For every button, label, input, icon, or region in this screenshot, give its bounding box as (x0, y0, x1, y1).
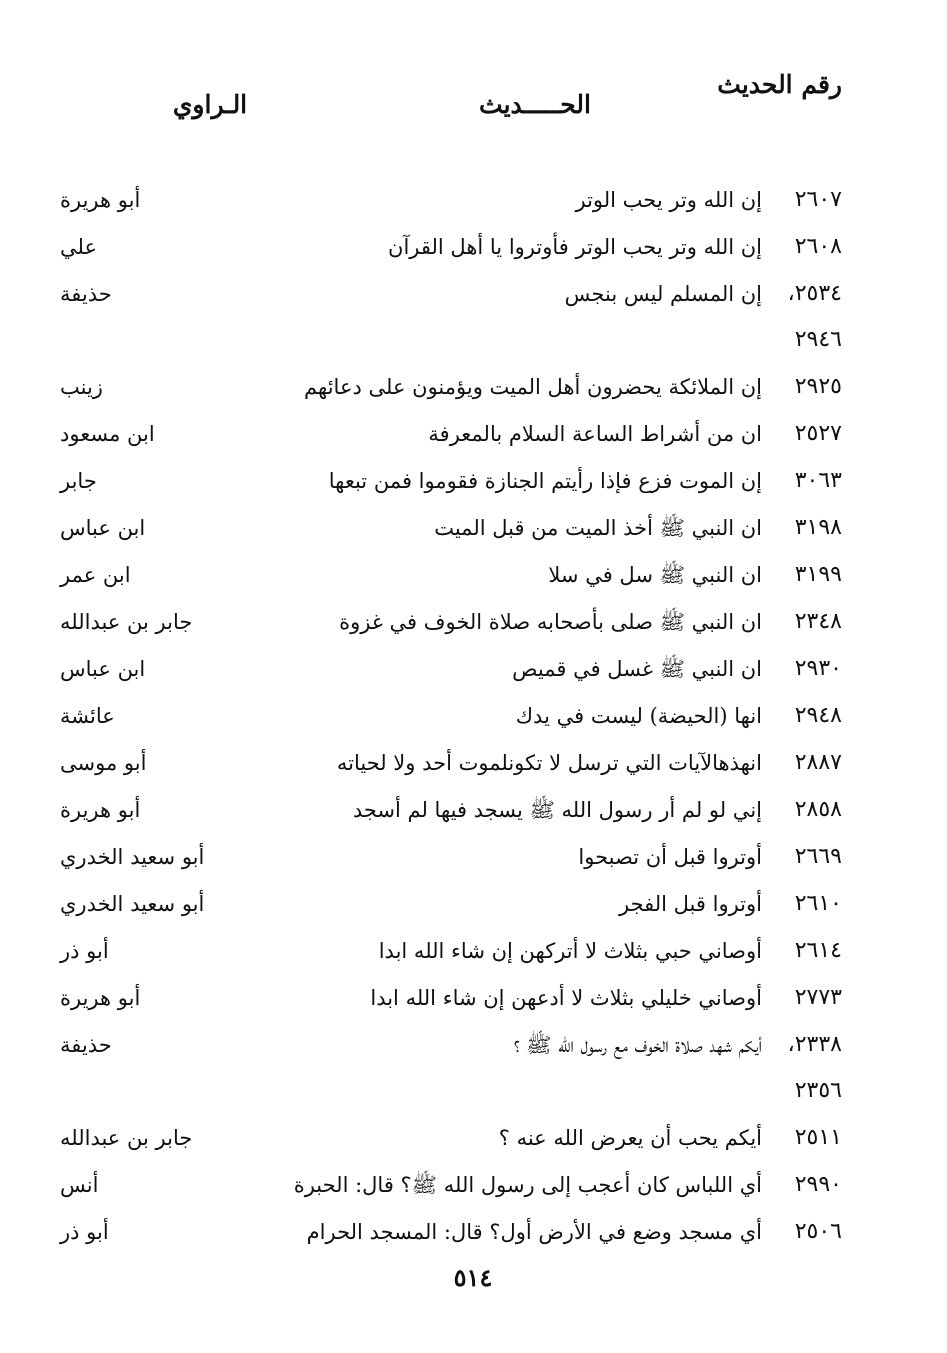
hadith-number: ٢٥٠٦ (794, 1219, 842, 1244)
list-item (0, 1209, 947, 1256)
hadith-number: ٢٩٣٠ (794, 656, 842, 681)
narrator: أبو هريرة (60, 188, 141, 212)
list-item (0, 552, 947, 599)
hadith-text: انها (الحيضة) ليست في يدك (515, 704, 762, 728)
list-item (0, 224, 947, 271)
hadith-text: ان النبي ﷺ غسل في قميص (512, 657, 762, 681)
narrator: علي (60, 235, 97, 259)
hadith-number: ٢٥٣٤، (787, 281, 842, 306)
hadith-number-secondary: ٢٣٥٦ (794, 1078, 842, 1103)
header-number: رقم الحديث (717, 70, 842, 99)
hadith-number: ٢٥٢٧ (794, 421, 842, 446)
list-item (0, 1115, 947, 1162)
hadith-number: ٢٦١٤ (794, 938, 842, 963)
hadith-text: إن الموت فزع فإذا رأيتم الجنازة فقوموا فمن تبعها (328, 469, 762, 493)
narrator: جابر بن عبدالله (60, 1126, 193, 1150)
hadith-text: إن الله وتر يحب الوتر فأوتروا يا أهل القرآن (388, 235, 762, 259)
narrator: أبو ذر (60, 1220, 109, 1244)
hadith-number: ٢٩٢٥ (794, 374, 842, 399)
hadith-number: ٢٣٤٨ (794, 609, 842, 634)
list-item (0, 975, 947, 1022)
hadith-number: ٣١٩٨ (794, 515, 842, 540)
list-item (0, 177, 947, 224)
hadith-number: ٣٠٦٣ (794, 468, 842, 493)
narrator: ابن عباس (60, 657, 146, 681)
hadith-number: ٣١٩٩ (794, 562, 842, 587)
hadith-text: أوتروا قبل الفجر (618, 892, 762, 916)
hadith-text: أوصاني حبي بثلاث لا أتركهن إن شاء الله ابدا (378, 939, 762, 963)
hadith-text: إن الله وتر يحب الوتر (575, 188, 762, 212)
list-item (0, 787, 947, 834)
narrator: عائشة (60, 704, 115, 728)
hadith-text: أوصاني خليلي بثلاث لا أدعهن إن شاء الله ابدا (370, 986, 762, 1010)
list-item (0, 881, 947, 928)
page-number: ٥١٤ (453, 1263, 493, 1292)
narrator: أبو سعيد الخدري (60, 892, 205, 916)
narrator: جابر (60, 469, 97, 493)
hadith-number: ٢٦٦٩ (794, 844, 842, 869)
hadith-number: ٢٧٧٣ (794, 985, 842, 1010)
hadith-text: ان النبي ﷺ أخذ الميت من قبل الميت (434, 516, 762, 540)
hadith-number: ٢٥١١ (794, 1125, 842, 1150)
list-item (0, 740, 947, 787)
narrator: حذيفة (60, 1033, 112, 1057)
narrator: أبو موسى (60, 751, 147, 775)
hadith-number: ٢٣٣٨، (787, 1032, 842, 1057)
narrator: ابن عباس (60, 516, 146, 540)
hadith-text: إن الملائكة يحضرون أهل الميت ويؤمنون على دعائهم (304, 375, 762, 399)
list-item (0, 505, 947, 552)
narrator: أبو هريرة (60, 798, 141, 822)
hadith-number-secondary: ٢٩٤٦ (794, 327, 842, 352)
narrator: زينب (60, 375, 103, 399)
hadith-number: ٢٩٤٨ (794, 703, 842, 728)
hadith-text: انهذهالآيات التي ترسل لا تكونلموت أحد ولا لحياته (336, 751, 762, 775)
narrator: أبو ذر (60, 939, 109, 963)
list-item (0, 458, 947, 505)
narrator: جابر بن عبدالله (60, 610, 193, 634)
narrator: أبو سعيد الخدري (60, 845, 205, 869)
hadith-number: ٢٨٥٨ (794, 797, 842, 822)
hadith-text: أي مسجد وضع في الأرض أول؟ قال: المسجد الحرام (306, 1220, 762, 1244)
list-item (0, 411, 947, 458)
header-narrator: الـراوي (172, 90, 248, 119)
list-item (0, 834, 947, 881)
hadith-text: إن المسلم ليس بنجس (564, 282, 762, 306)
list-item (0, 364, 947, 411)
hadith-text: أي اللباس كان أعجب إلى رسول الله ﷺ؟ قال: الحبرة (293, 1173, 762, 1197)
narrator: أبو هريرة (60, 986, 141, 1010)
hadith-number: ٢٩٩٠ (794, 1172, 842, 1197)
narrator: حذيفة (60, 282, 112, 306)
hadith-text: أيكم شهد صلاة الخوف مع رسول الله ﷺ ؟ (513, 1033, 762, 1057)
hadith-text: أوتروا قبل أن تصبحوا (578, 845, 762, 869)
hadith-text: أيكم يحب أن يعرض الله عنه ؟ (498, 1126, 762, 1150)
hadith-number: ٢٦١٠ (794, 891, 842, 916)
hadith-index-list (0, 177, 947, 1256)
narrator: ابن عمر (60, 563, 131, 587)
hadith-text: ان النبي ﷺ صلى بأصحابه صلاة الخوف في غزوة (339, 610, 762, 634)
narrator: أنس (60, 1173, 99, 1197)
hadith-text: ان النبي ﷺ سل في سلا (548, 563, 762, 587)
hadith-text: ان من أشراط الساعة السلام بالمعرفة (428, 422, 762, 446)
list-item (0, 928, 947, 975)
hadith-number: ٢٦٠٨ (794, 234, 842, 259)
list-item (0, 1162, 947, 1209)
list-item (0, 271, 947, 364)
hadith-number: ٢٨٨٧ (794, 750, 842, 775)
narrator: ابن مسعود (60, 422, 155, 446)
list-item (0, 599, 947, 646)
header-hadith: الحـــــديث (479, 90, 591, 119)
list-item (0, 693, 947, 740)
list-item (0, 1022, 947, 1115)
list-item (0, 646, 947, 693)
hadith-number: ٢٦٠٧ (794, 187, 842, 212)
hadith-text: إني لو لم أر رسول الله ﷺ يسجد فيها لم أسجد (352, 798, 762, 822)
